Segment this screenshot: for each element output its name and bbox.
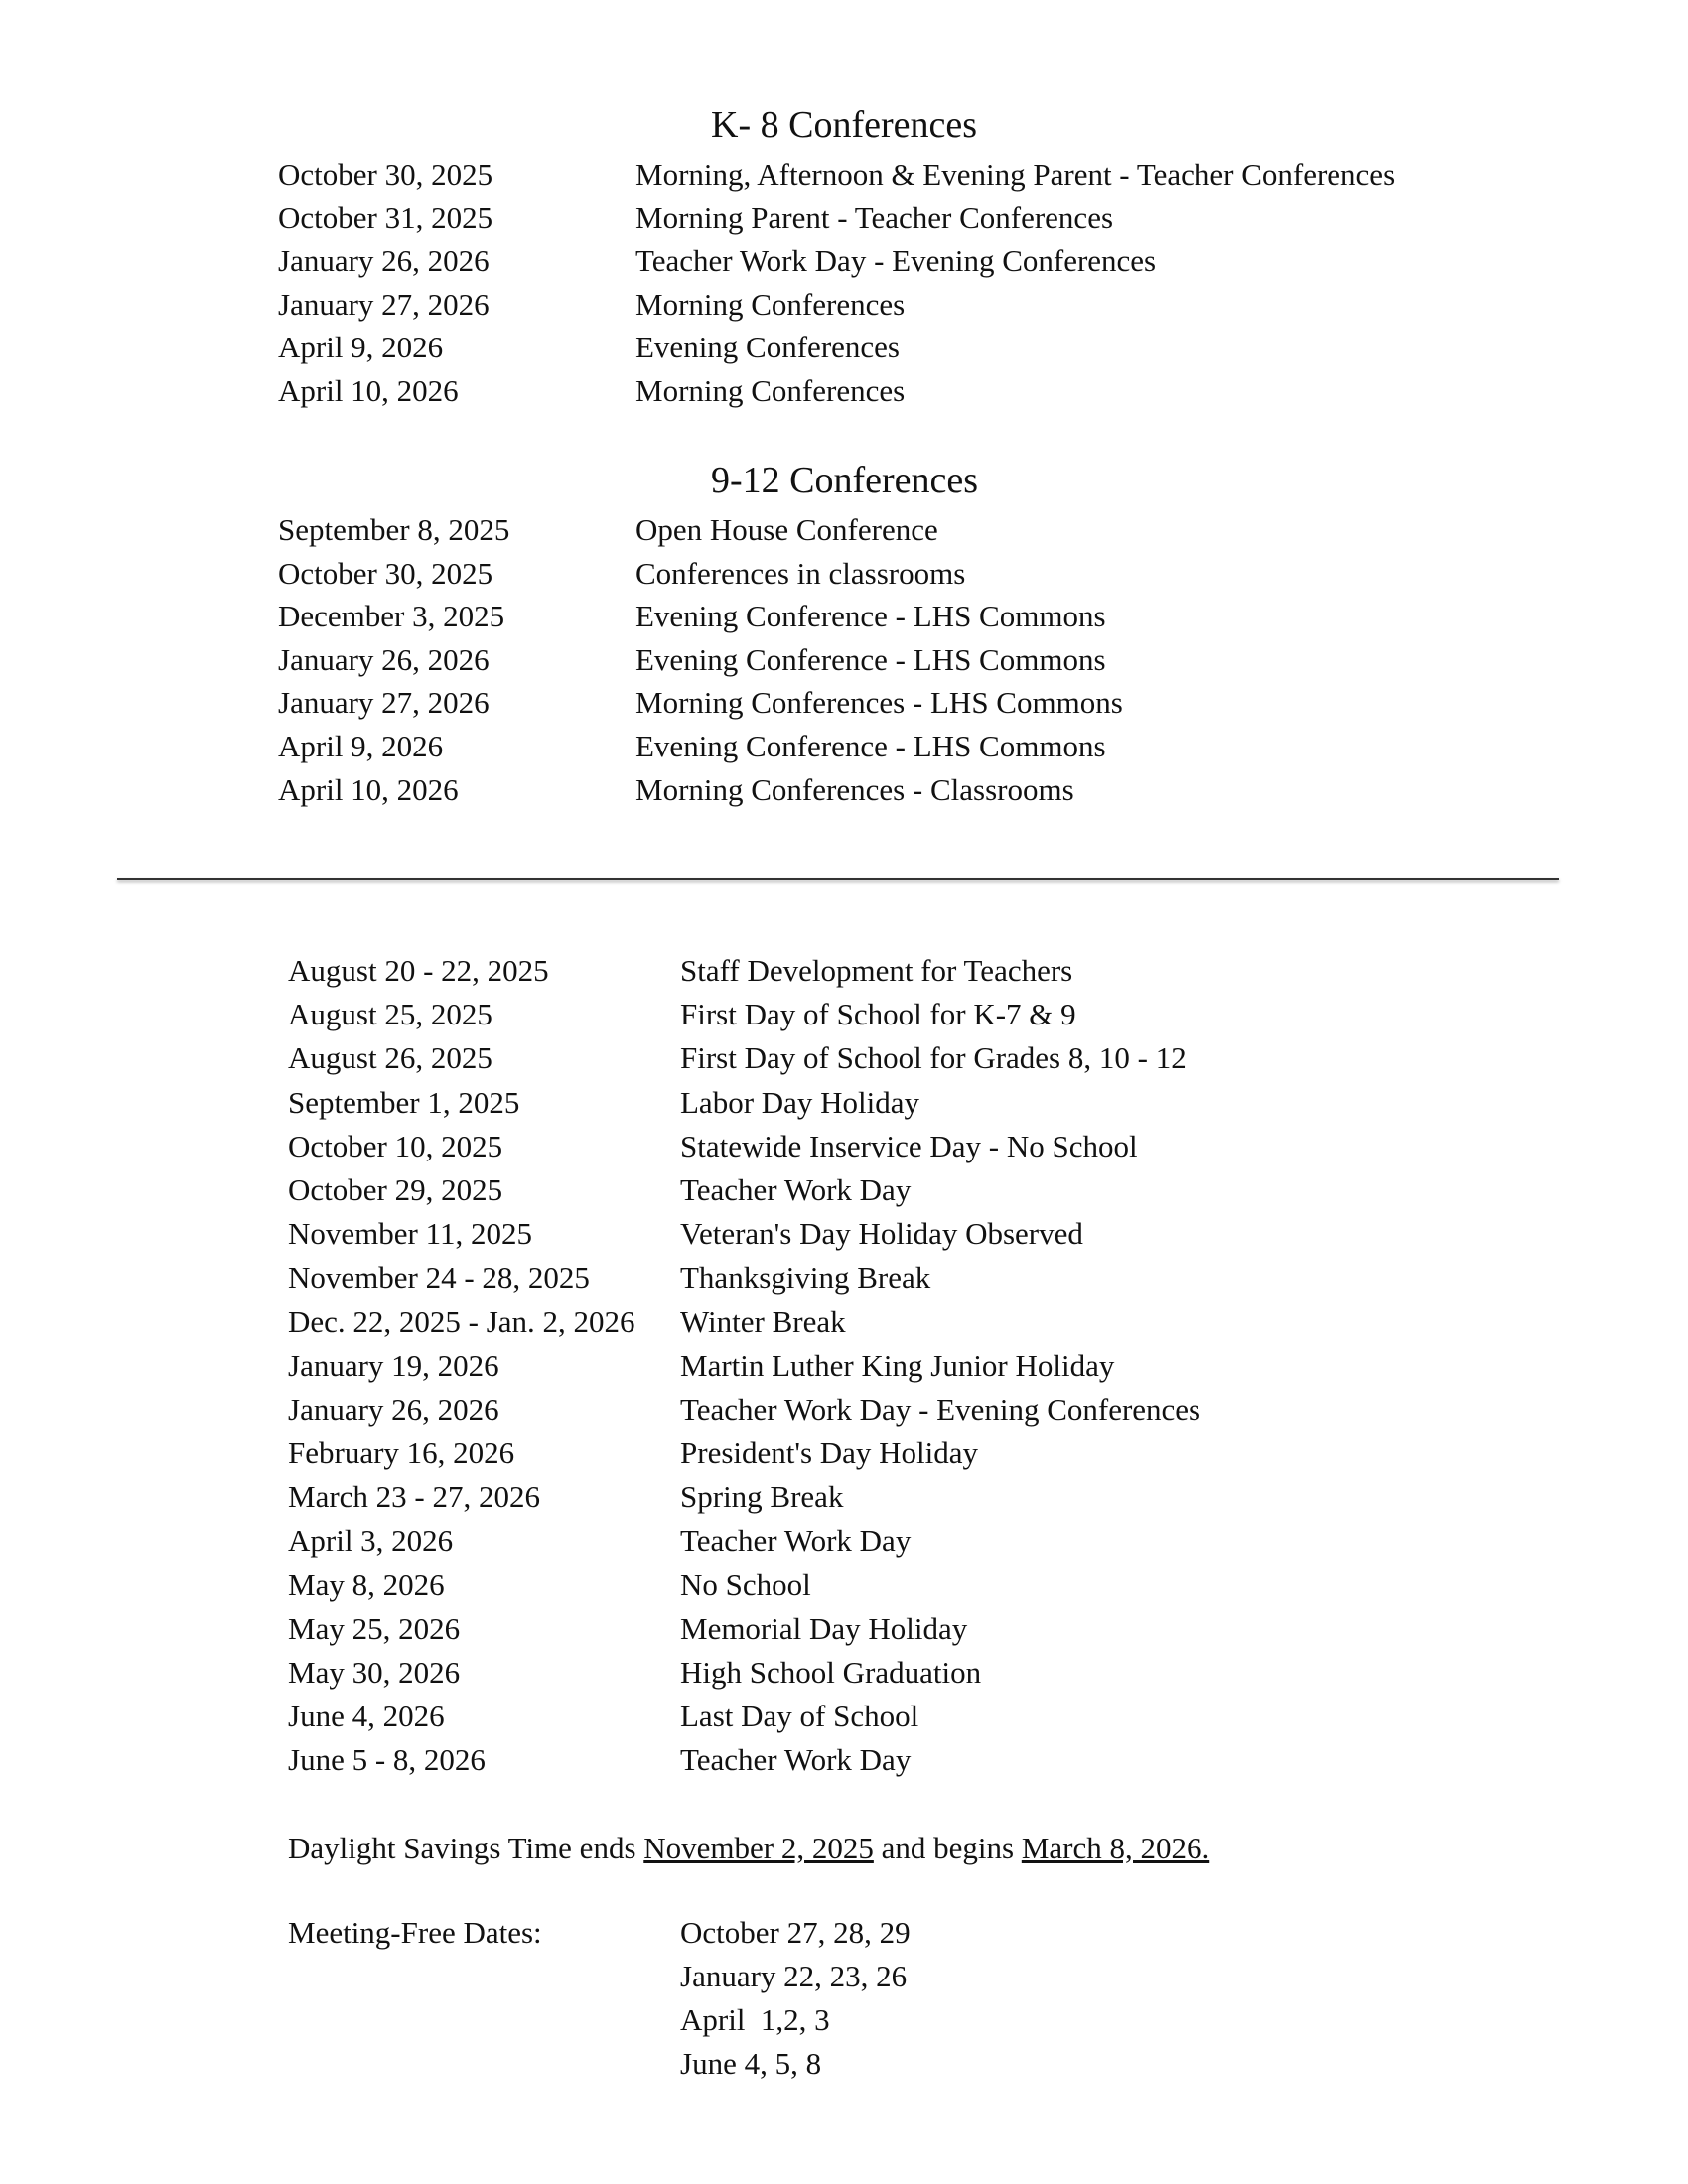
date-cell: May 8, 2026 xyxy=(288,1567,445,1602)
list-item: April 1,2, 3 xyxy=(680,2002,830,2037)
list-item: June 4, 5, 8 xyxy=(680,2046,822,2081)
date-cell: April 3, 2026 xyxy=(288,1523,454,1559)
event-cell: First Day of School for K-7 & 9 xyxy=(680,997,1076,1032)
hs-conferences-title: 9-12 Conferences xyxy=(711,460,979,501)
event-cell: No School xyxy=(680,1567,811,1602)
meeting-free-label: Meeting-Free Dates: xyxy=(288,1915,542,1950)
event-cell: Evening Conference - LHS Commons xyxy=(635,641,1106,677)
event-cell: Open House Conference xyxy=(635,512,938,547)
event-cell: Labor Day Holiday xyxy=(680,1084,920,1120)
event-cell: High School Graduation xyxy=(680,1655,982,1690)
list-item: January 22, 23, 26 xyxy=(680,1959,908,1993)
date-cell: October 30, 2025 xyxy=(278,555,493,591)
date-cell: January 26, 2026 xyxy=(288,1391,499,1427)
date-cell: Dec. 22, 2025 - Jan. 2, 2026 xyxy=(288,1303,635,1339)
event-cell: Thanksgiving Break xyxy=(680,1260,931,1296)
event-cell: Teacher Work Day - Evening Conferences xyxy=(680,1391,1201,1427)
date-cell: June 5 - 8, 2026 xyxy=(288,1742,486,1778)
date-cell: August 26, 2025 xyxy=(288,1040,492,1076)
date-cell: April 10, 2026 xyxy=(278,372,459,408)
date-cell: September 8, 2025 xyxy=(278,512,510,547)
date-cell: April 9, 2026 xyxy=(278,330,444,365)
k8-conferences-title: K- 8 Conferences xyxy=(711,104,978,146)
event-cell: President's Day Holiday xyxy=(680,1435,979,1471)
event-cell: Conferences in classrooms xyxy=(635,555,966,591)
event-cell: Veteran's Day Holiday Observed xyxy=(680,1216,1083,1252)
event-cell: First Day of School for Grades 8, 10 - 12 xyxy=(680,1040,1187,1076)
date-cell: October 31, 2025 xyxy=(278,200,493,235)
date-cell: November 11, 2025 xyxy=(288,1216,532,1252)
date-cell: April 9, 2026 xyxy=(278,728,444,763)
date-cell: August 25, 2025 xyxy=(288,997,492,1032)
event-cell: Teacher Work Day xyxy=(680,1171,912,1207)
event-cell: Teacher Work Day - Evening Conferences xyxy=(635,243,1157,279)
date-cell: September 1, 2025 xyxy=(288,1084,520,1120)
event-cell: Morning Conferences xyxy=(635,286,906,322)
event-cell: Winter Break xyxy=(680,1303,846,1339)
date-cell: January 26, 2026 xyxy=(278,243,490,279)
event-cell: Morning Parent - Teacher Conferences xyxy=(635,200,1114,235)
date-cell: February 16, 2026 xyxy=(288,1435,515,1471)
list-item: October 27, 28, 29 xyxy=(680,1915,911,1950)
dst-begin-date: March 8, 2026. xyxy=(1021,1831,1210,1865)
date-cell: May 30, 2026 xyxy=(288,1655,461,1690)
date-cell: October 10, 2025 xyxy=(288,1128,503,1163)
event-cell: Martin Luther King Junior Holiday xyxy=(680,1347,1115,1383)
date-cell: April 10, 2026 xyxy=(278,771,459,807)
event-cell: Staff Development for Teachers xyxy=(680,953,1073,988)
date-cell: March 23 - 27, 2026 xyxy=(288,1479,540,1515)
event-cell: Teacher Work Day xyxy=(680,1523,912,1559)
dst-end-date: November 2, 2025 xyxy=(643,1831,874,1865)
date-cell: January 26, 2026 xyxy=(278,641,490,677)
date-cell: November 24 - 28, 2025 xyxy=(288,1260,590,1296)
date-cell: August 20 - 22, 2025 xyxy=(288,953,549,988)
dst-middle: and begins xyxy=(873,1831,1022,1865)
date-cell: May 25, 2026 xyxy=(288,1610,461,1646)
event-cell: Teacher Work Day xyxy=(680,1742,912,1778)
event-cell: Statewide Inservice Day - No School xyxy=(680,1128,1138,1163)
event-cell: Morning Conferences xyxy=(635,372,906,408)
event-cell: Spring Break xyxy=(680,1479,844,1515)
dst-prefix: Daylight Savings Time ends xyxy=(288,1831,644,1865)
event-cell: Last Day of School xyxy=(680,1699,919,1734)
date-cell: October 30, 2025 xyxy=(278,157,493,192)
event-cell: Memorial Day Holiday xyxy=(680,1610,968,1646)
event-cell: Morning Conferences - Classrooms xyxy=(635,771,1074,807)
section-divider xyxy=(117,878,1559,880)
event-cell: Morning Conferences - LHS Commons xyxy=(635,685,1123,721)
date-cell: January 19, 2026 xyxy=(288,1347,499,1383)
date-cell: January 27, 2026 xyxy=(278,286,490,322)
event-cell: Morning, Afternoon & Evening Parent - Teacher Conferences xyxy=(635,157,1396,192)
date-cell: October 29, 2025 xyxy=(288,1171,503,1207)
date-cell: December 3, 2025 xyxy=(278,599,505,634)
date-cell: June 4, 2026 xyxy=(288,1699,445,1734)
daylight-savings-note xyxy=(288,1827,1209,1870)
event-cell: Evening Conference - LHS Commons xyxy=(635,599,1106,634)
event-cell: Evening Conferences xyxy=(635,330,900,365)
meeting-free-dates-list xyxy=(680,1911,911,2086)
event-cell: Evening Conference - LHS Commons xyxy=(635,728,1106,763)
date-cell: January 27, 2026 xyxy=(278,685,490,721)
